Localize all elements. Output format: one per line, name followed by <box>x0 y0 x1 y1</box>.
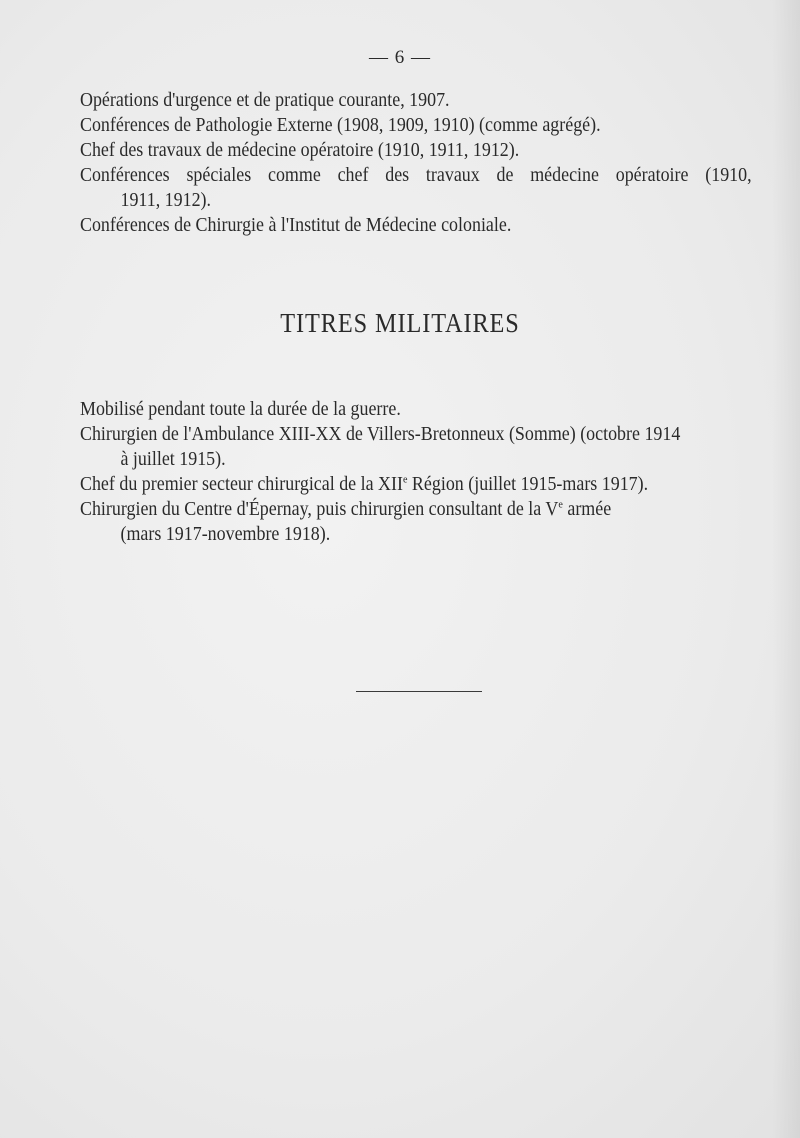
page-number: — 6 — <box>369 47 431 68</box>
military-line: à juillet 1915). <box>120 449 226 470</box>
teaching-line: Conférences de Pathologie Externe (1908, 1909, 1910) (comme agrégé). <box>80 115 601 136</box>
military-line: Mobilisé pendant toute la durée de la guerre. <box>80 399 401 420</box>
section-title: TITRES MILITAIRES <box>280 308 520 338</box>
teaching-line: 1911, 1912). <box>120 190 212 211</box>
teaching-line: Opérations d'urgence et de pratique courante, 1907. <box>80 90 450 111</box>
teaching-line: Conférences de Chirurgie à l'Institut de Médecine coloniale. <box>80 215 512 236</box>
military-list <box>80 397 752 547</box>
teaching-line: Chef des travaux de médecine opératoire (1910, 1911, 1912). <box>80 140 520 161</box>
military-line-part: Région (juillet 1915-mars 1917). <box>407 474 649 495</box>
military-line-part: armée <box>562 499 612 520</box>
teaching-line: Conférences spéciales comme chef des travaux de médecine opératoire (1910, <box>80 165 752 186</box>
ordinal-superscript: e <box>558 498 563 511</box>
military-line-part: Chirurgien du Centre d'Épernay, puis chirurgien consultant de la V <box>80 499 559 520</box>
military-line <box>80 497 752 522</box>
military-line: (mars 1917-novembre 1918). <box>120 524 331 545</box>
military-line: Chirurgien de l'Ambulance XIII-XX de Villers-Bretonneux (Somme) (octobre 1914 <box>80 424 681 445</box>
military-line-part: Chef du premier secteur chirurgical de la XII <box>80 474 403 495</box>
horizontal-rule <box>356 691 482 692</box>
ordinal-superscript: e <box>402 473 408 486</box>
teaching-list <box>80 88 752 238</box>
military-line <box>80 472 752 497</box>
